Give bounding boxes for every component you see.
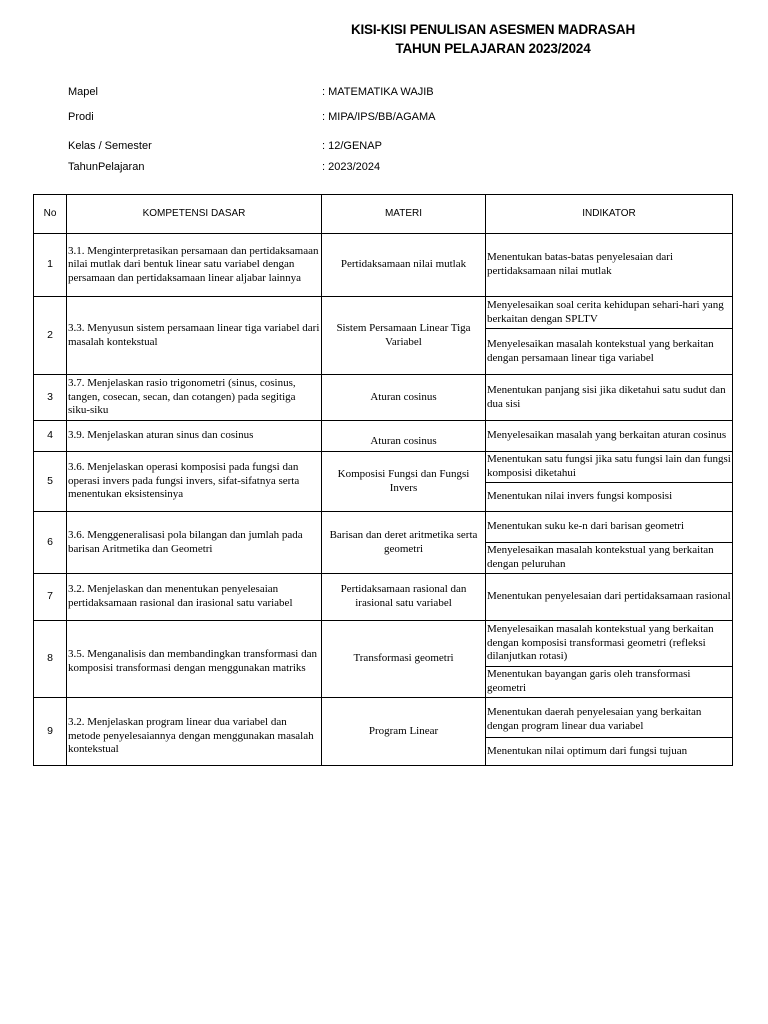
row-materi: Barisan dan deret aritmetika serta geometri bbox=[322, 512, 486, 574]
row-kompetensi-dasar: 3.1. Menginterpretasikan persamaan dan pertidaksamaan nilai mutlak dari bentuk linear satu variabel dengan persamaan dan pertidaksamaan linear aljabar lainnya bbox=[67, 234, 322, 297]
table-row bbox=[34, 375, 733, 421]
document-title-line2: TAHUN PELAJARAN 2023/2024 bbox=[395, 41, 591, 56]
row-materi: Transformasi geometri bbox=[322, 621, 486, 698]
row-indikator: Menyelesaikan masalah yang berkaitan aturan cosinus bbox=[486, 421, 733, 452]
header-materi: MATERI bbox=[322, 195, 486, 234]
row-kompetensi-dasar: 3.6. Menggeneralisasi pola bilangan dan jumlah pada barisan Aritmetika dan Geometri bbox=[67, 512, 322, 574]
tahun-pelajaran-label: TahunPelajaran bbox=[68, 161, 145, 173]
row-kompetensi-dasar: 3.7. Menjelaskan rasio trigonometri (sinus, cosinus, tangen, cosecan, secan, dan cotangen) pada segitiga siku-siku bbox=[67, 375, 322, 421]
row-indikator: Menyelesaikan masalah kontekstual yang berkaitan dengan persamaan linear tiga variabel bbox=[486, 329, 733, 375]
table-row bbox=[34, 512, 733, 543]
header-kompetensi-dasar: KOMPETENSI DASAR bbox=[67, 195, 322, 234]
row-materi: Aturan cosinus bbox=[322, 375, 486, 421]
row-materi: Pertidaksamaan nilai mutlak bbox=[322, 234, 486, 297]
header-indikator: INDIKATOR bbox=[486, 195, 733, 234]
header-no: No bbox=[34, 195, 67, 234]
row-indikator: Menentukan bayangan garis oleh transformasi geometri bbox=[486, 667, 733, 698]
row-indikator: Menentukan daerah penyelesaian yang berkaitan dengan program linear dua variabel bbox=[486, 698, 733, 738]
table-row bbox=[34, 698, 733, 738]
row-materi: Program Linear bbox=[322, 698, 486, 766]
table-row bbox=[34, 297, 733, 329]
row-indikator: Menentukan satu fungsi jika satu fungsi lain dan fungsi komposisi diketahui bbox=[486, 452, 733, 483]
row-indikator: Menentukan penyelesaian dari pertidaksamaan rasional bbox=[486, 574, 733, 621]
row-indikator: Menentukan batas-batas penyelesaian dari pertidaksamaan nilai mutlak bbox=[486, 234, 733, 297]
row-no: 7 bbox=[34, 574, 67, 621]
kisi-kisi-table bbox=[33, 194, 733, 766]
row-kompetensi-dasar: 3.3. Menyusun sistem persamaan linear tiga variabel dari masalah kontekstual bbox=[67, 297, 322, 375]
row-kompetensi-dasar: 3.2. Menjelaskan program linear dua variabel dan metode penyelesaiannya dengan menggunakan masalah kontekstual bbox=[67, 698, 322, 766]
table-row bbox=[34, 574, 733, 621]
row-indikator: Menyelesaikan masalah kontekstual yang berkaitan dengan peluruhan bbox=[486, 543, 733, 574]
row-materi: Sistem Persamaan Linear Tiga Variabel bbox=[322, 297, 486, 375]
table-header-row bbox=[34, 195, 733, 234]
row-indikator: Menentukan suku ke-n dari barisan geometri bbox=[486, 512, 733, 543]
table-row bbox=[34, 234, 733, 297]
table-row bbox=[34, 421, 733, 452]
row-indikator: Menyelesaikan masalah kontekstual yang berkaitan dengan komposisi transformasi geometri (refleksi dilanjutkan rotasi) bbox=[486, 621, 733, 667]
row-no: 5 bbox=[34, 452, 67, 512]
row-kompetensi-dasar: 3.5. Menganalisis dan membandingkan transformasi dan komposisi transformasi dengan menggunakan matriks bbox=[67, 621, 322, 698]
row-kompetensi-dasar: 3.9. Menjelaskan aturan sinus dan cosinus bbox=[67, 421, 322, 452]
mapel-label: Mapel bbox=[68, 86, 98, 98]
row-no: 1 bbox=[34, 234, 67, 297]
row-materi: Pertidaksamaan rasional dan irasional satu variabel bbox=[322, 574, 486, 621]
table-row bbox=[34, 621, 733, 667]
row-kompetensi-dasar: 3.6. Menjelaskan operasi komposisi pada fungsi dan operasi invers pada fungsi invers, sifat-sifatnya serta menentukan eksistensinya bbox=[67, 452, 322, 512]
kelas-semester-label: Kelas / Semester bbox=[68, 140, 152, 152]
row-indikator: Menentukan nilai invers fungsi komposisi bbox=[486, 483, 733, 512]
mapel-value: : MATEMATIKA WAJIB bbox=[322, 86, 434, 98]
kelas-semester-value: : 12/GENAP bbox=[322, 140, 382, 152]
table-row bbox=[34, 452, 733, 483]
row-no: 3 bbox=[34, 375, 67, 421]
row-no: 8 bbox=[34, 621, 67, 698]
row-indikator: Menentukan panjang sisi jika diketahui satu sudut dan dua sisi bbox=[486, 375, 733, 421]
tahun-pelajaran-value: : 2023/2024 bbox=[322, 161, 381, 173]
row-kompetensi-dasar: 3.2. Menjelaskan dan menentukan penyelesaian pertidaksamaan rasional dan irasional satu variabel bbox=[67, 574, 322, 621]
row-no: 2 bbox=[34, 297, 67, 375]
prodi-value: : MIPA/IPS/BB/AGAMA bbox=[322, 111, 436, 123]
row-indikator: Menyelesaikan soal cerita kehidupan sehari-hari yang berkaitan dengan SPLTV bbox=[486, 297, 733, 329]
row-no: 6 bbox=[34, 512, 67, 574]
document-title-line1: KISI-KISI PENULISAN ASESMEN MADRASAH bbox=[350, 22, 636, 37]
row-no: 9 bbox=[34, 698, 67, 766]
row-materi: Aturan cosinus bbox=[322, 421, 486, 452]
row-no: 4 bbox=[34, 421, 67, 452]
prodi-label: Prodi bbox=[68, 111, 94, 123]
row-indikator: Menentukan nilai optimum dari fungsi tujuan bbox=[486, 738, 733, 766]
row-materi: Komposisi Fungsi dan Fungsi Invers bbox=[322, 452, 486, 512]
